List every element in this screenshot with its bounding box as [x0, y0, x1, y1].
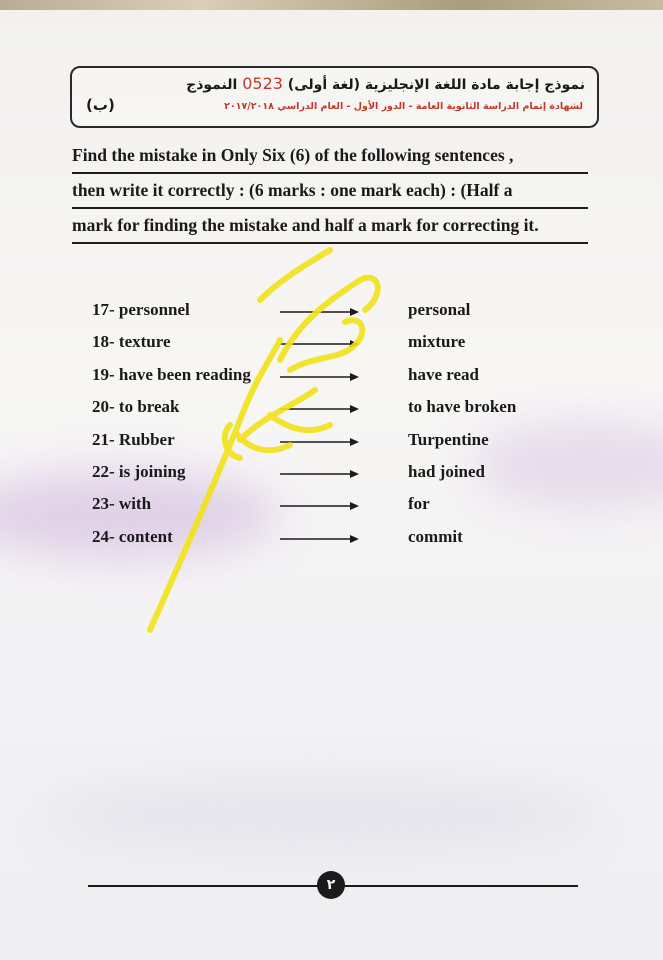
- answer-row: [90, 492, 550, 524]
- answer-correction: had joined: [408, 461, 485, 481]
- arrow-right-icon: [280, 306, 360, 318]
- header-title-prefix: نموذج إجابة مادة اللغة الإنجليزية (لغة أولى): [287, 77, 585, 93]
- header-subtitle: لشهادة إتمام الدراسة الثانوية العامة - الدور الأول - العام الدراسي ٢٠١٧/٢٠١٨: [224, 101, 583, 112]
- model-badge: (ب): [86, 96, 115, 114]
- answer-row: [90, 395, 550, 427]
- instruction-line: mark for finding the mistake and half a mark for correcting it.: [72, 210, 588, 244]
- exam-code: 0523: [242, 74, 283, 93]
- answer-list: [90, 298, 550, 557]
- model-label: النموذج: [186, 77, 238, 93]
- page-top-edge: [0, 0, 663, 10]
- header-box: [70, 66, 599, 128]
- answer-mistake: 21- Rubber: [92, 429, 175, 449]
- answer-row: [90, 330, 550, 362]
- page-number: ٢: [317, 871, 345, 899]
- arrow-right-icon: [280, 468, 360, 480]
- arrow-right-icon: [280, 533, 360, 545]
- answer-mistake: 24- content: [92, 526, 173, 546]
- answer-correction: have read: [408, 364, 479, 384]
- answer-correction: mixture: [408, 332, 466, 352]
- arrow-right-icon: [280, 436, 360, 448]
- answer-row: [90, 428, 550, 460]
- answer-row: [90, 525, 550, 557]
- instruction-line: Find the mistake in Only Six (6) of the following sentences ,: [72, 140, 588, 174]
- instructions: [72, 140, 588, 245]
- arrow-right-icon: [280, 371, 360, 383]
- answer-mistake: 23- with: [92, 494, 152, 514]
- answer-correction: to have broken: [408, 397, 517, 417]
- answer-mistake: 18- texture: [92, 332, 171, 352]
- answer-mistake: 20- to break: [92, 397, 180, 417]
- answer-row: [90, 363, 550, 395]
- answer-mistake: 22- is joining: [92, 461, 186, 481]
- answer-row: [90, 460, 550, 492]
- answer-correction: personal: [408, 300, 471, 319]
- arrow-right-icon: [280, 338, 360, 350]
- answer-mistake: 17- personnel: [92, 300, 190, 319]
- answer-mistake: 19- have been reading: [92, 364, 251, 384]
- answer-correction: commit: [408, 526, 463, 546]
- arrow-right-icon: [280, 403, 360, 415]
- answer-correction: Turpentine: [408, 429, 489, 449]
- arrow-right-icon: [280, 500, 360, 512]
- answer-row: [90, 298, 550, 330]
- answer-correction: for: [408, 494, 430, 514]
- header-title: [186, 74, 585, 93]
- instruction-line: then write it correctly : (6 marks : one mark each) : (Half a: [72, 175, 588, 209]
- gray-smudge-bottom: [40, 780, 600, 850]
